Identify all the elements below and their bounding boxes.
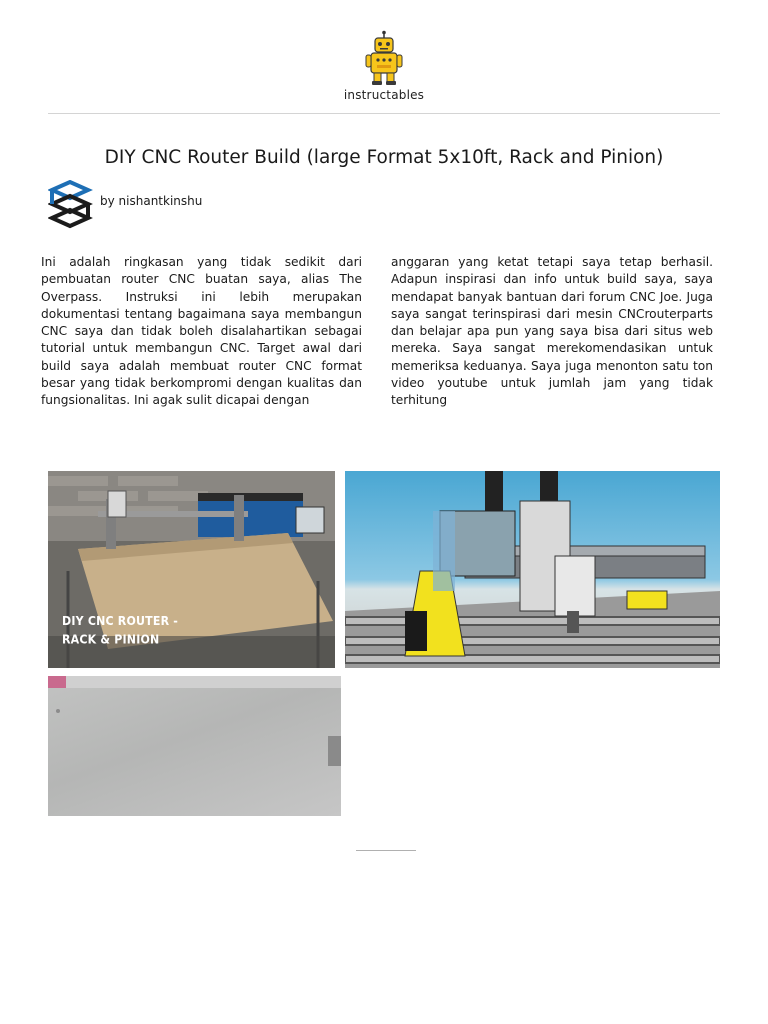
aluminum-surface-photo[interactable] [48, 676, 341, 816]
header-divider [48, 113, 720, 114]
bottom-divider [356, 850, 416, 851]
author-name[interactable]: nishantkinshu [118, 194, 203, 208]
surface-scene [48, 676, 341, 816]
author-prefix: by [100, 194, 115, 208]
photo-caption-line1: DIY CNC ROUTER - [62, 613, 179, 629]
photo-caption [62, 613, 178, 650]
brand-name[interactable]: instructables [343, 88, 425, 102]
geometric-avatar-icon[interactable] [48, 180, 94, 230]
cad-scene [345, 471, 720, 668]
photo-caption-line2: RACK & PINION [62, 632, 160, 648]
intro-text-left: Ini adalah ringkasan yang tidak sedikit dari pembuatan router CNC buatan saya, alias The Overpass. Instruksi ini lebih merupakan dokumentasi tentang bagaimana saya membangun CNC saya dan tidak boleh disalahartikan sebagai tutorial untuk membangun CNC. Target awal dari build saya adalah membuat router CNC format besar yang tidak berkompromi dengan kualitas dan fungsionalitas. Ini agak sulit dicapai dengan [41, 255, 362, 408]
robot-mascot-icon [364, 30, 404, 86]
article-title: DIY CNC Router Build (large Format 5x10ft, Rack and Pinion) [104, 147, 664, 168]
cnc-workshop-photo[interactable] [48, 471, 335, 668]
instructables-logo[interactable] [0, 30, 768, 86]
author-byline[interactable] [100, 194, 202, 208]
intro-text-right: anggaran yang ketat tetapi saya tetap berhasil. Adapun inspirasi dan info untuk build saya, saya mendapat banyak bantuan dari forum CNC Joe. Juga saya sangat terinspirasi dari mesin CNCrouterparts dan belajar apa pun yang saya bisa dari situs web mereka. Saya sangat merekomendasikan untuk memeriksa keduanya. Saya juga menonton satu ton video youtube untuk jumlah jam yang tidak terhitung [391, 255, 713, 408]
cad-gantry-render[interactable] [345, 471, 720, 668]
